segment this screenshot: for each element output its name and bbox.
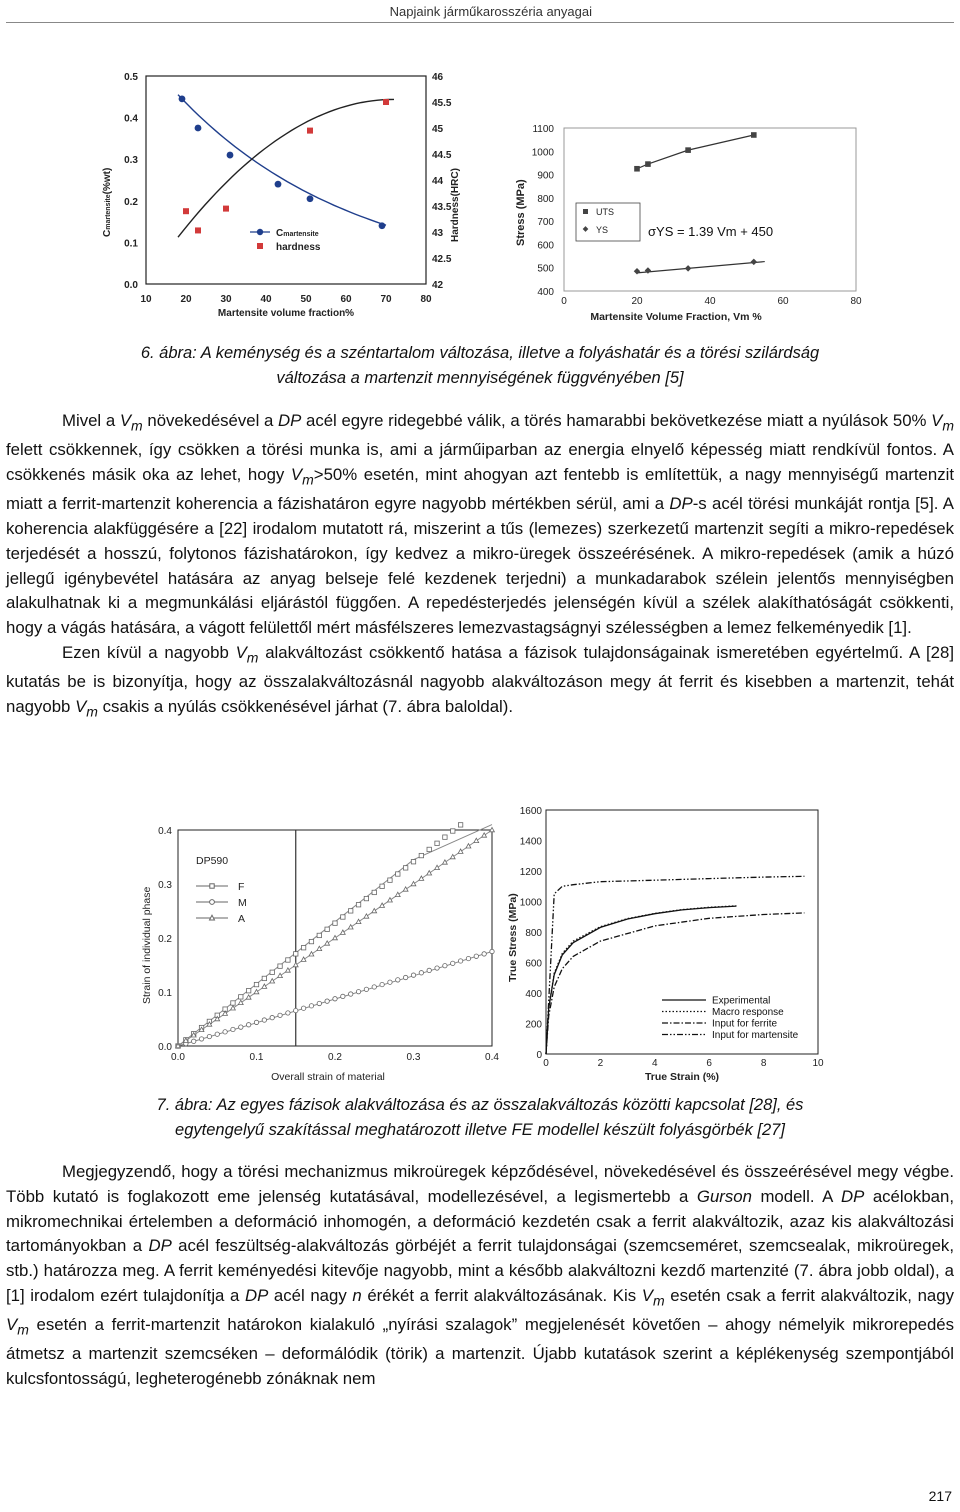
legend-marker: [210, 915, 215, 920]
point-m: [372, 985, 376, 989]
point-f: [231, 1001, 235, 1005]
point-f: [388, 878, 392, 882]
point-f: [278, 964, 282, 968]
paragraph-1: Mivel a $V_m$ növekedésével a DP acél egyre ridegebbé válik, a törés hamarabbi bekövetkezése miatt a nyúlások 50% $V_m$ felett csökkennek, így csökken a törési munka is, ami a járműiparban az energia elnyelő képesség miatt rendkívül fontos. A csökkenés másik oka az lehet, hogy $V_m>50\%$ esetén, mint ahogyan azt fentebb is említettük, a nagy mennyiségű martenzit miatt a ferrit-martenzit koherencia a fázishatáron egyre nagyobb mértékben sérül, ami a DP-s acél törési munkáját rontja [5]. A koherencia alakfüggésére a [22] irodalom mutatott rá, miszerint a tűs (lemezes) szerkezetű martenzit segíti a mikro-repedések terjedését a hosszú, folytonos fázishatárokon, így kedvez a mikro-üregek összeérésének. A mikro-repedések (amik a húzó jellegű igénybevétel hatására az anyag belseje felé kezdenek terjedni) a munkadarabok szélein jelentős mennyiségben alakulhatnak ki a megmunkálási eljárástól függően. A repedésterjedés jelenségén kívül a szélek alakíthatóságát csökkenti, hogy a vágás hatására, a vágott felülettől mért másfélszeres lemezvastagságnyi szélességben a lemez felkeményedik [1]. Ezen kívül a nagyobb $V_m$ alakváltozást csökkentő hatása a fázisok tulajdonságainak ismeretében egyértelmű. A [28] kutatás be is bizonyítja, hogy az összalakváltozásnál nagyobb alakváltozáson megy át ferrit és kisebben a martenzit, tehát nagyobb $V_m$ csakis a nyúlás csökkenésével járhat (7. ábra baloldal).: [6, 411, 954, 720]
y-tick-label: 0.0: [158, 1042, 172, 1053]
y-tick-label: 600: [537, 240, 554, 252]
point-hardness: [223, 206, 229, 212]
caption-line: változása a martenzit mennyiségének függvényében [5]: [276, 368, 684, 387]
point-m: [262, 1018, 266, 1022]
point-a: [443, 860, 448, 864]
point-m: [309, 1004, 313, 1008]
point-a: [364, 914, 369, 918]
point-a: [380, 903, 385, 907]
point-hardness: [307, 128, 313, 134]
series-line-experimental: [546, 906, 736, 1054]
paragraph-3: Megjegyzendő, hogy a törési mechanizmus mikroüregek képződésével, növekedésével és összeérésével megy végbe. Több kutató is foglakozott eme jelenség kutatásával, modellezésével, a legismertebb a Gurson modell. A DP acélokban, mikromechnikai értelemben a deformáció inhomogén, a deformáció kezdetén csak a ferrit alakváltozik, azaz kis alakváltozási tartományokban a DP acél feszültség-alakváltozás görbéjét a ferrit tulajdonságai (szemcseméret, szemcsealak, mikroüregek, stb.) határozza meg. A ferrit keményedési kitevője nagyobb, mint a később alakváltozni kezdő martenzité (7. ábra jobb oldal), a [1] irodalom ezért tulajdonítja a DP acél nagy n érékét a ferrit alakváltozásának. Kis $V_m$ esetén csak a ferrit alakváltozik, nagy $V_m$ esetén a ferrit-martenzit határokon kialakuló „nyírási szalagok” megjelenését követően – ahogy némelyik mikrorepedés átmetsz a martenzit szemcséken – deformálódik (törik) a martenzit. Újabb kutatások szerint a képlékenység szempontjából kulcsfontosságú, legheterogénebb zónáknak nem: [6, 1162, 954, 1389]
point-f: [286, 958, 290, 962]
point-a: [356, 919, 361, 923]
x-tick-label: 4: [652, 1058, 658, 1069]
point-m: [207, 1034, 211, 1038]
point-m: [254, 1020, 258, 1024]
page-number: 217: [928, 1488, 952, 1504]
header-divider: [6, 22, 954, 23]
point-m: [403, 975, 407, 979]
y-tick-label: 1600: [519, 806, 542, 817]
point-a: [262, 984, 267, 988]
x-tick-label: 0.0: [171, 1052, 185, 1063]
point-ys: [645, 267, 652, 274]
point-f: [294, 952, 298, 956]
point-m: [458, 959, 462, 963]
point-m: [341, 994, 345, 998]
point-f: [419, 853, 423, 857]
point-m: [349, 992, 353, 996]
y-tick-label: 0.2: [158, 934, 172, 945]
y-tick-label: 0.1: [124, 238, 138, 250]
point-f: [458, 823, 462, 827]
y-tick-label: 500: [537, 263, 554, 275]
y2-tick-label: 42: [432, 280, 444, 291]
point-f: [451, 829, 455, 833]
point-f: [262, 976, 266, 980]
x-axis-label: Overall strain of material: [271, 1071, 385, 1083]
point-m: [482, 952, 486, 956]
point-m: [474, 954, 478, 958]
point-m: [192, 1039, 196, 1043]
point-m: [364, 987, 368, 991]
point-m: [246, 1023, 250, 1027]
point-f: [246, 989, 250, 993]
legend-ys-label: YS: [596, 225, 609, 235]
legend-label: Macro response: [712, 1007, 784, 1018]
y2-tick-label: 45.5: [432, 98, 452, 109]
point-f: [427, 847, 431, 851]
point-a: [466, 844, 471, 848]
point-a: [254, 989, 259, 993]
figure-6-caption: [0, 341, 960, 390]
x-axis-label: Martensite volume fraction%: [217, 308, 355, 319]
legend-uts-marker: [583, 209, 588, 214]
y-axis-label: Stress (MPa): [515, 179, 527, 246]
legend-square-label: hardness: [276, 242, 321, 253]
x-tick-label: 20: [180, 294, 192, 305]
point-m: [231, 1027, 235, 1031]
y-tick-label: 0.0: [124, 280, 138, 291]
point-cmartensite: [275, 181, 282, 188]
point-a: [238, 1000, 243, 1004]
y-tick-label: 1400: [519, 836, 542, 848]
y-tick-label: 0.5: [124, 72, 138, 83]
y-tick-label: 0.1: [158, 988, 172, 999]
point-a: [419, 876, 424, 880]
legend-label: Experimental: [712, 995, 771, 1007]
y2-axis-label: Hardness(HRC): [450, 168, 461, 242]
x-tick-label: 8: [760, 1058, 767, 1069]
x-tick-label: 40: [260, 294, 272, 305]
point-a: [482, 833, 487, 837]
point-hardness: [383, 99, 389, 105]
point-a: [270, 979, 275, 983]
y2-tick-label: 43.5: [432, 202, 452, 213]
point-m: [199, 1037, 203, 1041]
running-title: Napjaink járműkarosszéria anyagai: [389, 4, 592, 19]
point-a: [388, 898, 393, 902]
point-cmartensite: [227, 152, 234, 159]
y-tick-label: 900: [537, 170, 554, 182]
x-tick-label: 0: [561, 296, 567, 307]
y-axis-label: Cmartensite(%wt): [102, 167, 113, 237]
page-header: [0, 0, 960, 22]
x-tick-label: 0.4: [485, 1052, 499, 1063]
y-tick-label: 400: [525, 989, 542, 1000]
point-hardness: [183, 208, 189, 214]
y-tick-label: 1200: [519, 867, 542, 878]
y-tick-label: 0.3: [158, 880, 172, 891]
point-m: [270, 1015, 274, 1019]
point-f: [239, 995, 243, 999]
point-a: [293, 962, 298, 966]
point-m: [435, 966, 439, 970]
point-a: [403, 887, 408, 891]
point-a: [427, 871, 432, 875]
legend-label: Input for martensite: [712, 1030, 799, 1041]
point-a: [450, 854, 455, 858]
point-a: [340, 930, 345, 934]
y-tick-label: 1000: [531, 147, 554, 159]
point-a: [372, 908, 377, 912]
x-tick-label: 20: [631, 296, 643, 307]
point-m: [223, 1030, 227, 1034]
y2-tick-label: 44: [432, 176, 444, 187]
y-tick-label: 1100: [532, 124, 554, 135]
point-m: [356, 989, 360, 993]
point-f: [443, 835, 447, 839]
y-tick-label: 0.2: [124, 196, 138, 208]
point-m: [396, 978, 400, 982]
y-tick-label: 800: [537, 193, 554, 205]
x-tick-label: 10: [812, 1058, 824, 1069]
series-line-ys-fit: [637, 262, 765, 273]
point-m: [278, 1013, 282, 1017]
point-f: [349, 909, 353, 913]
point-f: [380, 884, 384, 888]
chart-flow-curves: [502, 804, 828, 1084]
point-f: [403, 866, 407, 870]
x-tick-label: 0.3: [406, 1052, 421, 1063]
x-tick-label: 6: [706, 1058, 712, 1069]
series-line-uts: [637, 135, 754, 169]
series-line-cmartensite: [178, 95, 386, 226]
point-uts: [645, 161, 651, 167]
x-tick-label: 80: [420, 294, 432, 305]
point-a: [309, 952, 314, 956]
y-axis-label: Strain of individual phase: [141, 886, 153, 1004]
caption-line: 6. ábra: A keménység és a széntartalom változása, illetve a folyáshatár és a törési szilárdság: [140, 344, 820, 362]
point-a: [348, 925, 353, 929]
chart-carbon-hardness: [100, 62, 462, 324]
point-a: [435, 865, 440, 869]
point-m: [490, 949, 494, 953]
caption-line: 7. ábra: Az egyes fázisok alakváltozása és az összalakváltozás közötti kapcsolat [28], és: [156, 1096, 804, 1114]
point-a: [474, 838, 479, 842]
legend-uts-label: UTS: [596, 207, 614, 217]
point-a: [325, 941, 330, 945]
point-a: [231, 1006, 236, 1010]
y-tick-label: 0.4: [124, 113, 138, 125]
chart-title: DP590: [196, 855, 229, 867]
point-ys: [751, 259, 758, 266]
y-tick-label: 200: [525, 1019, 542, 1031]
point-f: [333, 921, 337, 925]
legend-label: F: [238, 881, 245, 893]
legend-label: A: [238, 913, 246, 925]
legend-marker: [210, 884, 214, 888]
point-m: [317, 1001, 321, 1005]
point-m: [333, 997, 337, 1001]
point-a: [301, 957, 306, 961]
point-f: [301, 946, 305, 950]
y2-tick-label: 43: [432, 228, 444, 239]
point-cmartensite: [179, 95, 186, 102]
chart-phase-strain: [134, 822, 502, 1084]
x-axis-label: True Strain (%): [644, 1071, 720, 1083]
x-tick-label: 80: [850, 296, 862, 307]
point-f: [435, 841, 439, 845]
legend-line-label: Cmartensite: [276, 228, 319, 239]
point-m: [239, 1025, 243, 1029]
point-m: [215, 1032, 219, 1036]
y-tick-label: 400: [537, 287, 554, 298]
y2-tick-label: 45: [432, 124, 444, 135]
point-f: [309, 939, 313, 943]
y-tick-label: 700: [537, 217, 554, 229]
point-f: [325, 927, 329, 931]
x-tick-label: 0.2: [328, 1052, 342, 1063]
point-uts: [685, 147, 691, 153]
point-ys: [685, 265, 692, 272]
point-a: [286, 968, 291, 972]
point-hardness: [195, 227, 201, 233]
x-tick-label: 50: [300, 294, 312, 305]
point-a: [317, 946, 322, 950]
caption-line: egytengelyű szakítással meghatározott illetve FE modellel készült folyásgörbék [27]: [175, 1120, 785, 1139]
point-cmartensite: [307, 195, 314, 202]
equation: σYS = 1.39 Vm + 450: [648, 224, 774, 239]
y-tick-label: 0.4: [158, 826, 172, 837]
x-tick-label: 30: [220, 294, 232, 305]
x-tick-label: 0: [543, 1058, 549, 1069]
point-m: [380, 982, 384, 986]
point-ys: [634, 268, 641, 275]
point-a: [246, 995, 251, 999]
point-uts: [751, 132, 757, 138]
point-f: [372, 890, 376, 894]
figure-7-caption: [0, 1093, 960, 1142]
point-a: [333, 935, 338, 939]
y-tick-label: 600: [525, 958, 542, 970]
legend-label: Input for ferrite: [712, 1018, 778, 1030]
x-tick-label: 60: [777, 296, 789, 307]
y-tick-label: 800: [525, 928, 542, 939]
point-m: [388, 980, 392, 984]
x-tick-label: 2: [597, 1058, 604, 1069]
x-tick-label: 10: [140, 294, 152, 305]
point-f: [341, 915, 345, 919]
point-a: [458, 849, 463, 853]
point-f: [364, 896, 368, 900]
chart-stress-vm: [508, 118, 868, 326]
point-f: [396, 872, 400, 876]
x-tick-label: 0.1: [249, 1052, 264, 1063]
point-cmartensite: [195, 125, 202, 132]
x-tick-label: 40: [704, 296, 716, 307]
point-m: [443, 963, 447, 967]
point-m: [301, 1006, 305, 1010]
y-tick-label: 0.3: [124, 155, 138, 167]
point-m: [411, 973, 415, 977]
series-line-macro-response: [546, 906, 736, 1054]
point-m: [294, 1008, 298, 1012]
point-m: [325, 999, 329, 1003]
point-m: [451, 961, 455, 965]
legend-marker: [210, 900, 215, 905]
point-f: [411, 860, 415, 864]
point-m: [419, 971, 423, 975]
point-f: [270, 970, 274, 974]
point-a: [278, 973, 283, 977]
y2-tick-label: 44.5: [432, 150, 452, 161]
point-m: [427, 968, 431, 972]
point-f: [254, 982, 258, 986]
point-f: [356, 903, 360, 907]
point-f: [317, 933, 321, 937]
legend-label: M: [238, 897, 247, 909]
point-m: [286, 1011, 290, 1015]
point-uts: [634, 166, 640, 172]
x-axis-label: Martensite Volume Fraction, Vm %: [590, 311, 762, 323]
point-m: [466, 956, 470, 960]
point-a: [411, 881, 416, 885]
y2-tick-label: 46: [432, 72, 444, 83]
y-axis-label: True Stress (MPa): [507, 893, 519, 982]
point-a: [395, 892, 400, 896]
x-tick-label: 70: [380, 294, 392, 305]
point-cmartensite: [379, 222, 386, 229]
y-tick-label: 0: [536, 1050, 542, 1061]
y2-tick-label: 42.5: [432, 254, 452, 265]
legend-square-marker: [257, 243, 263, 249]
x-tick-label: 60: [340, 294, 352, 305]
y-tick-label: 1000: [519, 897, 542, 909]
